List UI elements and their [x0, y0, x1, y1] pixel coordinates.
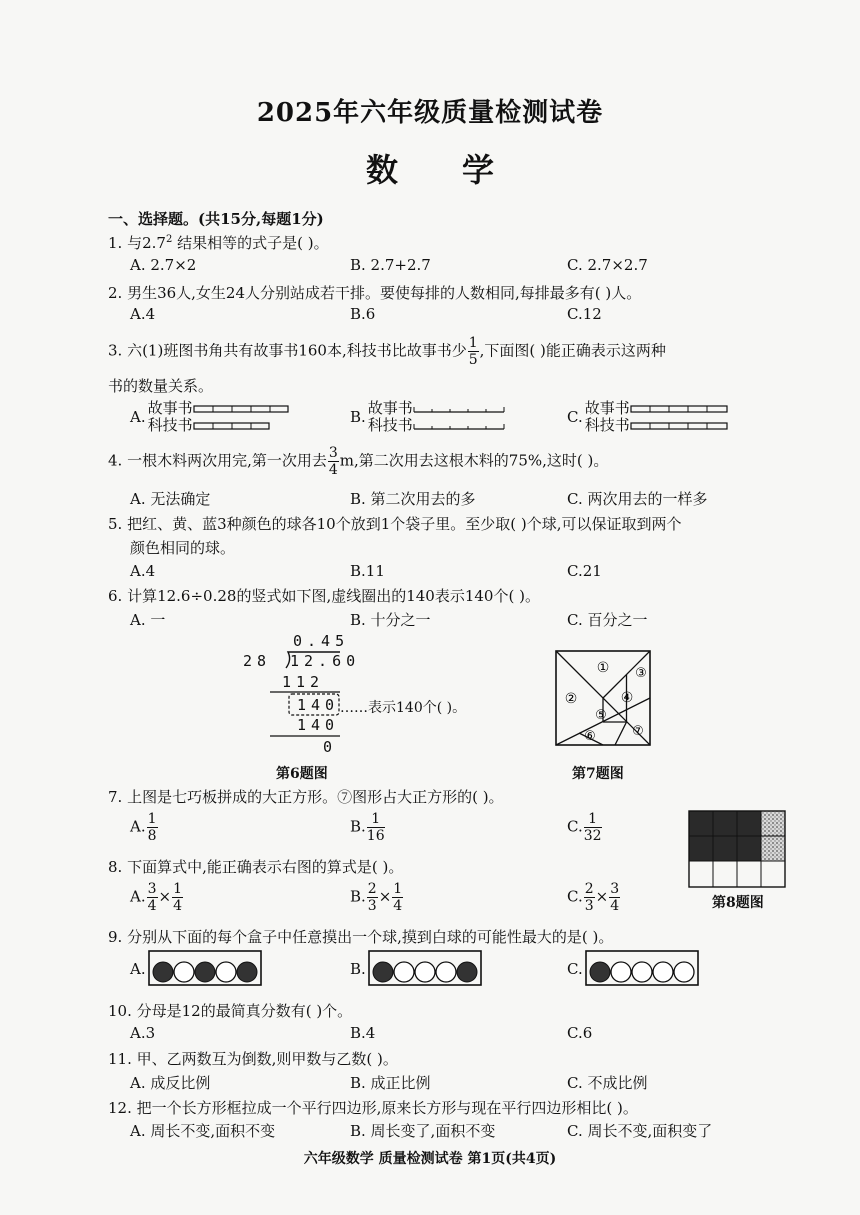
- q7-caption: 第7题图: [572, 766, 624, 782]
- division-remainder: 0: [323, 738, 333, 756]
- q9-option-c-label: C.: [567, 960, 583, 978]
- q3-option-c: C. 故事书 科技书: [567, 400, 730, 434]
- q2-option-c: C.12: [567, 305, 602, 323]
- q9-option-b-label: B.: [350, 960, 366, 978]
- tech-label: 科技书: [367, 416, 413, 434]
- question-4: [108, 446, 608, 477]
- q4-text-b: m,第二次用去这根木料的75%,这时( )。: [339, 451, 609, 470]
- q3-text-a: 3. 六(1)班图书角共有故事书160本,科技书比故事书少: [108, 341, 467, 360]
- question-5: 5. 把红、黄、蓝3种颜色的球各10个放到1个袋子里。至少取( )个球,可以保证取到两个: [108, 515, 682, 533]
- tech-label: 科技书: [584, 416, 630, 434]
- q8-grid-figure: [688, 810, 786, 888]
- tech-bar-a: [193, 421, 289, 431]
- q8-option-b: B. $\frac{2}{3}$ × $\frac{1}{4}$: [350, 881, 403, 914]
- q4-text-a: 4. 一根木料两次用完,第一次用去: [108, 451, 327, 470]
- q1-option-c: C. 2.7×2.7: [567, 256, 648, 274]
- division-quotient: 0.45: [293, 632, 350, 650]
- story-bar-c: [630, 404, 730, 414]
- q8-option-c: C. $\frac{2}{3}$ × $\frac{3}{4}$: [567, 881, 620, 914]
- q9-box-c: [585, 950, 699, 986]
- tangram-piece-2: ②: [564, 691, 578, 707]
- q11-option-c: C. 不成比例: [567, 1074, 648, 1092]
- tangram-piece-7: ⑦: [632, 724, 644, 739]
- question-12: 12. 把一个长方形框拉成一个平行四边形,原来长方形与现在平行四边形相比( )。: [108, 1099, 638, 1117]
- story-label: 故事书: [367, 399, 413, 417]
- page-title: 2025年六年级质量检测试卷: [256, 98, 604, 128]
- tangram-piece-4: ④: [620, 690, 634, 706]
- q10-option-c: C.6: [567, 1024, 593, 1042]
- q3-option-b: B. 故事书 科技书: [350, 400, 509, 434]
- q1-exponent: 2: [165, 234, 173, 245]
- question-9: 9. 分别从下面的每个盒子中任意摸出一个球,摸到白球的可能性最大的是( )。: [108, 928, 614, 946]
- q4-option-a: A. 无法确定: [130, 490, 211, 508]
- q2-option-a: A.4: [130, 305, 156, 323]
- q11-option-a: A. 成反比例: [130, 1074, 211, 1092]
- q6-caption: 第6题图: [276, 766, 328, 782]
- q3-text-c: 书的数量关系。: [108, 377, 214, 395]
- tech-bar-b: [413, 421, 509, 431]
- q6-option-c: C. 百分之一: [567, 611, 648, 629]
- q5-option-b: B.11: [350, 562, 385, 580]
- question-11: 11. 甲、乙两数互为倒数,则甲数与乙数( )。: [108, 1050, 398, 1068]
- tangram-piece-6: ⑥: [584, 729, 596, 744]
- q10-option-b: B.4: [350, 1024, 376, 1042]
- q3-fraction: $\frac{1}{5}$: [468, 335, 478, 368]
- question-8: 8. 下面算式中,能正确表示右图的算式是( )。: [108, 858, 404, 876]
- question-1: [108, 232, 329, 253]
- division-step-2: 140: [297, 696, 340, 714]
- question-6: 6. 计算12.6÷0.28的竖式如下图,虚线圈出的140表示140个( )。: [108, 587, 540, 605]
- q11-option-b: B. 成正比例: [350, 1074, 431, 1092]
- story-bar-a: [193, 404, 289, 414]
- division-note: ……表示140个( )。: [340, 700, 467, 716]
- story-label: 故事书: [584, 399, 630, 417]
- tangram-piece-5: ⑤: [595, 708, 607, 723]
- q12-option-b: B. 周长变了,面积不变: [350, 1122, 496, 1140]
- q6-option-a: A. 一: [130, 611, 166, 629]
- q12-option-c: C. 周长不变,面积变了: [567, 1122, 713, 1140]
- q10-option-a: A.3: [130, 1024, 156, 1042]
- story-label: 故事书: [147, 399, 193, 417]
- q3-text-b: ,下面图( )能正确表示这两种: [479, 341, 666, 360]
- q3-option-a: A. 故事书 科技书: [130, 400, 289, 434]
- tangram-piece-3: ③: [635, 666, 647, 681]
- tech-bar-c: [630, 421, 730, 431]
- q4-option-c: C. 两次用去的一样多: [567, 490, 708, 508]
- division-dividend: 12.60: [290, 652, 361, 670]
- q4-fraction: $\frac{3}{4}$: [328, 445, 338, 478]
- q1-text-a: 1. 与2.7: [108, 234, 166, 252]
- tech-label: 科技书: [147, 416, 193, 434]
- division-step-3: 140: [297, 716, 340, 734]
- q12-option-a: A. 周长不变,面积不变: [130, 1122, 276, 1140]
- tangram-piece-1: ①: [596, 660, 610, 676]
- q7-option-b: B. $\frac{1}{16}$: [350, 811, 385, 844]
- q7-option-c: C. $\frac{1}{32}$: [567, 811, 602, 844]
- q1-option-b: B. 2.7+2.7: [350, 256, 431, 274]
- q5-option-c: C.21: [567, 562, 602, 580]
- q6-option-b: B. 十分之一: [350, 611, 431, 629]
- q5-text-b: 颜色相同的球。: [130, 539, 236, 557]
- q1-text-b: 结果相等的式子是( )。: [177, 234, 329, 252]
- q7-option-a: A. $\frac{1}{8}$: [130, 811, 157, 844]
- story-bar-b: [413, 404, 509, 414]
- q8-option-a: A. $\frac{3}{4}$ × $\frac{1}{4}$: [130, 881, 183, 914]
- section-heading: 一、选择题。(共15分,每题1分): [108, 210, 324, 228]
- page-footer: 六年级数学 质量检测试卷 第1页(共4页): [303, 1151, 557, 1167]
- q2-option-b: B.6: [350, 305, 376, 323]
- question-10: 10. 分母是12的最简真分数有( )个。: [108, 1002, 353, 1020]
- subject-title: 数学: [365, 151, 558, 189]
- q1-option-a: A. 2.7×2: [130, 256, 197, 274]
- q9-box-a: [148, 950, 262, 986]
- tangram-figure: [555, 650, 651, 746]
- question-7: 7. 上图是七巧板拼成的大正方形。⑦图形占大正方形的( )。: [108, 788, 504, 806]
- q9-box-b: [368, 950, 482, 986]
- q5-option-a: A.4: [130, 562, 156, 580]
- q9-option-a-label: A.: [130, 960, 146, 978]
- division-step-1: 112: [282, 673, 325, 691]
- question-3: [108, 336, 666, 367]
- q8-caption: 第8题图: [712, 895, 764, 911]
- q4-option-b: B. 第二次用去的多: [350, 490, 476, 508]
- question-2: 2. 男生36人,女生24人分别站成若干排。要使每排的人数相同,每排最多有( )人。: [108, 284, 642, 302]
- division-divisor: 28: [243, 652, 272, 670]
